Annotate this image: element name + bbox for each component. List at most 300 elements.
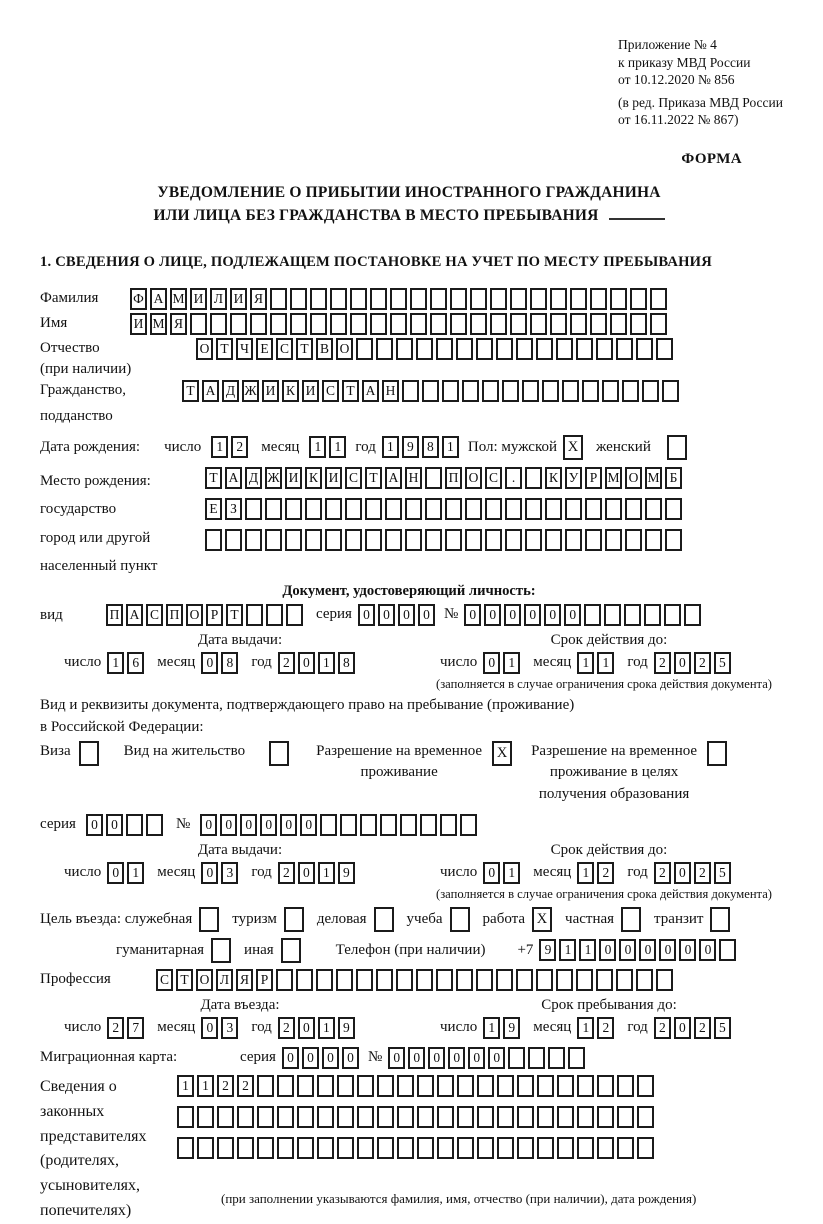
form-cell: 1	[318, 652, 335, 674]
form-cell	[79, 741, 99, 766]
id-issue-date-label: Дата выдачи:	[197, 631, 283, 648]
temp-residence-label-line1: Разрешение на временное	[316, 742, 483, 759]
form-cell: X	[492, 741, 512, 766]
form-cell: 0	[544, 604, 561, 626]
form-cell: 9	[539, 939, 556, 961]
form-cell	[356, 969, 373, 991]
phone-label: Телефон (при наличии)	[335, 941, 486, 958]
form-cell	[497, 1137, 514, 1159]
birth-place-row-2	[205, 498, 685, 520]
form-cell	[126, 814, 143, 836]
form-cell: Л	[216, 969, 233, 991]
form-cell: 1	[577, 652, 594, 674]
form-cell	[437, 1137, 454, 1159]
form-cell: Т	[176, 969, 193, 991]
form-cell	[456, 338, 473, 360]
form-cell	[624, 604, 641, 626]
form-cell: Е	[205, 498, 222, 520]
form-cell	[576, 969, 593, 991]
residence-expiry-month-cells	[577, 862, 617, 884]
form-cell	[545, 529, 562, 551]
form-cell: 0	[106, 814, 123, 836]
form-cell: Р	[206, 604, 223, 626]
form-cell	[357, 1075, 374, 1097]
form-cell	[530, 288, 547, 310]
citizenship-label	[40, 380, 182, 427]
form-cell	[330, 313, 347, 335]
form-cell	[285, 498, 302, 520]
form-cell: 1	[211, 436, 228, 458]
form-cell	[345, 498, 362, 520]
form-cell: Т	[296, 338, 313, 360]
form-cell	[502, 380, 519, 402]
form-cell: 1	[577, 862, 594, 884]
form-cell	[537, 1075, 554, 1097]
form-cell: X	[532, 907, 552, 932]
form-cell	[390, 313, 407, 335]
birth-month-cells	[309, 436, 349, 458]
form-cell	[508, 1047, 525, 1069]
birth-place-labels	[40, 467, 205, 581]
form-cell: И	[285, 467, 302, 489]
form-cell: 0	[201, 862, 218, 884]
representatives-row-3	[177, 1137, 696, 1159]
form-cell: О	[196, 969, 213, 991]
form-cell: Ч	[236, 338, 253, 360]
representatives-cells	[177, 1075, 696, 1159]
entry-purpose-row-1	[40, 907, 778, 932]
form-cell	[177, 1106, 194, 1128]
form-cell: 1	[309, 436, 326, 458]
form-cell	[597, 1075, 614, 1097]
temp-residence-label-line2: проживание	[360, 764, 438, 781]
form-cell	[277, 1106, 294, 1128]
form-cell	[284, 907, 304, 932]
form-cell	[425, 529, 442, 551]
year-label: год	[251, 864, 272, 881]
form-cell: 0	[200, 814, 217, 836]
form-cell: 0	[260, 814, 277, 836]
form-cell: 1	[127, 862, 144, 884]
form-cell	[357, 1106, 374, 1128]
given-name-row	[40, 313, 778, 335]
form-cell: 0	[674, 862, 691, 884]
form-cell: К	[282, 380, 299, 402]
form-cell: 0	[428, 1047, 445, 1069]
form-cell	[376, 969, 393, 991]
form-cell	[190, 313, 207, 335]
form-cell	[245, 529, 262, 551]
form-cell	[610, 288, 627, 310]
representatives-label-2: законных	[40, 1102, 105, 1120]
form-cell	[430, 313, 447, 335]
form-cell	[402, 380, 419, 402]
form-cell: И	[230, 288, 247, 310]
birth-place-block	[40, 467, 778, 581]
form-cell	[217, 1137, 234, 1159]
form-cell	[562, 380, 579, 402]
form-cell	[604, 604, 621, 626]
migration-series-cells	[282, 1047, 362, 1069]
form-cell	[237, 1137, 254, 1159]
form-cell: 8	[221, 652, 238, 674]
form-cell	[370, 288, 387, 310]
form-cell	[576, 338, 593, 360]
form-cell	[297, 1106, 314, 1128]
form-cell: 1	[442, 436, 459, 458]
residence-dates-row	[40, 862, 778, 884]
appendix-block	[618, 36, 823, 129]
form-cell: И	[325, 467, 342, 489]
form-cell: П	[166, 604, 183, 626]
form-cell	[665, 498, 682, 520]
entry-year-cells	[278, 1017, 358, 1039]
form-cell	[490, 313, 507, 335]
form-cell	[557, 1075, 574, 1097]
purpose-business-label: деловая	[316, 910, 367, 927]
stay-until-group	[440, 1017, 744, 1039]
form-cell	[476, 969, 493, 991]
form-cell	[596, 338, 613, 360]
day-label: число	[440, 864, 478, 881]
form-cell: 0	[358, 604, 375, 626]
form-cell	[684, 604, 701, 626]
form-cell	[545, 498, 562, 520]
sex-female-checkbox	[667, 435, 690, 460]
form-cell: М	[605, 467, 622, 489]
form-cell	[630, 313, 647, 335]
form-cell	[277, 1137, 294, 1159]
form-cell	[340, 814, 357, 836]
form-cell	[337, 1137, 354, 1159]
form-cell	[637, 1075, 654, 1097]
form-cell: 0	[298, 652, 315, 674]
form-cell	[217, 1106, 234, 1128]
form-cell	[290, 313, 307, 335]
form-cell: 1	[559, 939, 576, 961]
form-cell: А	[225, 467, 242, 489]
form-cell	[616, 338, 633, 360]
form-cell	[450, 907, 470, 932]
phone-cells	[539, 939, 739, 961]
form-cell: 0	[201, 1017, 218, 1039]
form-cell	[719, 939, 736, 961]
form-cell	[477, 1075, 494, 1097]
form-cell	[645, 498, 662, 520]
year-label: год	[355, 438, 376, 455]
form-cell: .	[505, 467, 522, 489]
patronymic-label: Отчество	[40, 340, 100, 357]
form-cell	[616, 969, 633, 991]
form-cell: С	[156, 969, 173, 991]
form-cell	[310, 288, 327, 310]
form-cell: 8	[338, 652, 355, 674]
form-cell: 9	[402, 436, 419, 458]
form-cell	[405, 498, 422, 520]
form-cell	[570, 288, 587, 310]
form-cell: 8	[422, 436, 439, 458]
form-cell: Б	[665, 467, 682, 489]
form-cell: А	[385, 467, 402, 489]
day-label: число	[64, 1019, 102, 1036]
birth-place-label-2: государство	[40, 501, 117, 518]
given-name-cells	[130, 313, 670, 335]
form-cell	[437, 1075, 454, 1097]
form-cell: 2	[278, 652, 295, 674]
form-cell	[556, 969, 573, 991]
form-cell	[456, 969, 473, 991]
form-cell	[457, 1137, 474, 1159]
form-cell: 0	[86, 814, 103, 836]
form-cell	[370, 313, 387, 335]
residence-issue-date-label: Дата выдачи:	[197, 841, 283, 858]
form-cell: Д	[245, 467, 262, 489]
patronymic-note: (при наличии)	[40, 361, 132, 378]
form-cell: 0	[298, 862, 315, 884]
form-cell: П	[106, 604, 123, 626]
representatives-label-1: Сведения о	[40, 1077, 117, 1095]
form-cell	[557, 1106, 574, 1128]
form-cell	[485, 498, 502, 520]
purpose-study-checkbox	[450, 907, 473, 932]
form-cell	[516, 338, 533, 360]
form-cell: 3	[221, 862, 238, 884]
year-label: год	[627, 1019, 648, 1036]
option-visa	[40, 741, 102, 766]
form-cell: 0	[398, 604, 415, 626]
form-cell	[205, 529, 222, 551]
edition-line: от 16.11.2022 № 867)	[618, 112, 739, 128]
form-cell: С	[276, 338, 293, 360]
form-cell	[377, 1075, 394, 1097]
birth-date-label: Дата рождения:	[40, 438, 141, 455]
temp-residence-education-label	[531, 741, 697, 806]
representatives-block	[40, 1075, 778, 1224]
form-cell	[656, 969, 673, 991]
form-cell: У	[565, 467, 582, 489]
form-cell: 0	[488, 1047, 505, 1069]
form-cell: 0	[107, 862, 124, 884]
purpose-transit-checkbox	[710, 907, 733, 932]
form-cell	[396, 338, 413, 360]
form-cell	[397, 1075, 414, 1097]
form-cell	[570, 313, 587, 335]
form-cell	[316, 969, 333, 991]
section-1-heading: 1. СВЕДЕНИЯ О ЛИЦЕ, ПОДЛЕЖАЩЕМ ПОСТАНОВКЕ НА УЧЕТ ПО МЕСТУ ПРЕБЫВАНИЯ	[40, 254, 712, 271]
form-cell	[257, 1075, 274, 1097]
id-issue-day-cells	[107, 652, 147, 674]
form-cell	[496, 338, 513, 360]
residence-number-cells	[200, 814, 480, 836]
purpose-office-label: Цель въезда: служебная	[40, 910, 193, 927]
form-cell	[345, 529, 362, 551]
form-cell	[590, 288, 607, 310]
form-cell: 0	[448, 1047, 465, 1069]
month-label: месяц	[261, 438, 300, 455]
form-cell	[305, 529, 322, 551]
form-cell	[350, 288, 367, 310]
form-cell	[490, 288, 507, 310]
form-cell: 2	[231, 436, 248, 458]
id-dates-row	[40, 652, 778, 674]
form-cell: 0	[418, 604, 435, 626]
id-expiry-year-cells	[654, 652, 734, 674]
form-cell	[548, 1047, 565, 1069]
birth-place-label-1: Место рождения:	[40, 472, 151, 489]
form-cell: П	[445, 467, 462, 489]
form-cell: 9	[338, 1017, 355, 1039]
form-cell: 1	[197, 1075, 214, 1097]
form-cell: С	[345, 467, 362, 489]
form-cell	[317, 1106, 334, 1128]
form-cell	[517, 1106, 534, 1128]
form-cell: К	[305, 467, 322, 489]
surname-row	[40, 288, 778, 310]
form-cell	[245, 498, 262, 520]
id-expiry-note: (заполняется в случае ограничения срока действия документа)	[436, 676, 772, 691]
form-cell: 1	[597, 652, 614, 674]
option-temp-residence	[316, 741, 515, 785]
month-label: месяц	[533, 864, 572, 881]
form-cell: 0	[388, 1047, 405, 1069]
form-cell: Р	[585, 467, 602, 489]
form-cell	[602, 380, 619, 402]
form-cell: О	[196, 338, 213, 360]
entry-month-cells	[201, 1017, 241, 1039]
form-cell	[537, 1137, 554, 1159]
form-cell: С	[485, 467, 502, 489]
representatives-label-3: представителях	[40, 1127, 147, 1145]
form-cell	[485, 529, 502, 551]
form-cell: 2	[278, 862, 295, 884]
form-cell	[550, 313, 567, 335]
form-cell	[645, 529, 662, 551]
form-cell	[237, 1106, 254, 1128]
form-cell: М	[170, 288, 187, 310]
id-expiry-date-group	[440, 652, 744, 674]
residence-doc-series-row	[40, 814, 778, 836]
form-cell: 0	[483, 862, 500, 884]
id-number-cells	[464, 604, 704, 626]
entry-date-group	[40, 1017, 440, 1039]
form-cell	[290, 288, 307, 310]
form-cell	[410, 313, 427, 335]
representatives-labels	[40, 1075, 177, 1224]
visa-label: Виза	[40, 742, 71, 759]
form-cell	[522, 380, 539, 402]
form-cell	[325, 498, 342, 520]
form-cell: 2	[597, 1017, 614, 1039]
form-cell	[590, 313, 607, 335]
form-cell	[537, 1106, 554, 1128]
patronymic-row	[40, 338, 778, 360]
form-cell	[465, 498, 482, 520]
temp-residence-education-line2: проживание в целях	[549, 764, 679, 781]
residence-issue-year-cells	[278, 862, 358, 884]
form-cell	[305, 498, 322, 520]
residence-expiry-day-cells	[483, 862, 523, 884]
form-cell: Н	[382, 380, 399, 402]
migration-card-label: Миграционная карта:	[40, 1049, 178, 1066]
id-dates-head	[40, 632, 778, 649]
form-cell	[505, 498, 522, 520]
form-cell	[210, 313, 227, 335]
form-cell	[505, 529, 522, 551]
year-label: год	[627, 864, 648, 881]
form-cell: 1	[579, 939, 596, 961]
form-cell: 0	[342, 1047, 359, 1069]
form-cell	[596, 969, 613, 991]
form-cell: 1	[483, 1017, 500, 1039]
residence-doc-options	[40, 741, 778, 806]
month-label: месяц	[157, 864, 196, 881]
form-cell	[457, 1075, 474, 1097]
form-cell	[625, 498, 642, 520]
form-cell	[336, 969, 353, 991]
form-cell	[440, 814, 457, 836]
migration-number-cells	[388, 1047, 588, 1069]
form-cell	[642, 380, 659, 402]
form-cell	[385, 498, 402, 520]
purpose-humanitarian-label: гуманитарная	[116, 941, 205, 958]
form-cell	[286, 604, 303, 626]
year-label: год	[251, 654, 272, 671]
form-cell: Т	[182, 380, 199, 402]
form-cell	[397, 1137, 414, 1159]
stay-until-label: Срок пребывания до:	[541, 996, 677, 1013]
form-cell	[385, 529, 402, 551]
temp-residence-education-checkbox	[707, 741, 730, 766]
form-cell	[177, 1137, 194, 1159]
form-cell	[556, 338, 573, 360]
form-cell	[525, 498, 542, 520]
representatives-label-6: попечителях)	[40, 1201, 132, 1219]
form-cell	[465, 529, 482, 551]
id-doc-heading: Документ, удостоверяющий личность:	[282, 582, 536, 599]
form-cell	[577, 1075, 594, 1097]
appendix-line: от 10.12.2020 № 856	[618, 72, 735, 88]
form-cell	[525, 467, 542, 489]
form-cell: 0	[408, 1047, 425, 1069]
form-cell	[528, 1047, 545, 1069]
form-cell	[477, 1137, 494, 1159]
form-cell	[656, 338, 673, 360]
form-cell: Я	[236, 969, 253, 991]
form-cell: 1	[577, 1017, 594, 1039]
form-cell: Т	[205, 467, 222, 489]
form-cell	[230, 313, 247, 335]
form-cell: 0	[564, 604, 581, 626]
id-doc-row	[40, 604, 778, 626]
form-cell	[356, 338, 373, 360]
form-cell	[585, 498, 602, 520]
purpose-tourism-label: туризм	[232, 910, 277, 927]
entry-date-label: Дата въезда:	[200, 996, 280, 1013]
purpose-private-label: частная	[565, 910, 615, 927]
form-cell	[710, 907, 730, 932]
form-cell: 0	[300, 814, 317, 836]
birth-place-label-4: населенный пункт	[40, 558, 158, 575]
form-cell: 2	[694, 862, 711, 884]
form-cell: 0	[674, 652, 691, 674]
form-cell	[667, 435, 687, 460]
form-cell: З	[225, 498, 242, 520]
form-cell	[285, 529, 302, 551]
month-label: месяц	[157, 654, 196, 671]
surname-label: Фамилия	[40, 290, 99, 307]
form-cell: Т	[342, 380, 359, 402]
form-cell: 2	[107, 1017, 124, 1039]
